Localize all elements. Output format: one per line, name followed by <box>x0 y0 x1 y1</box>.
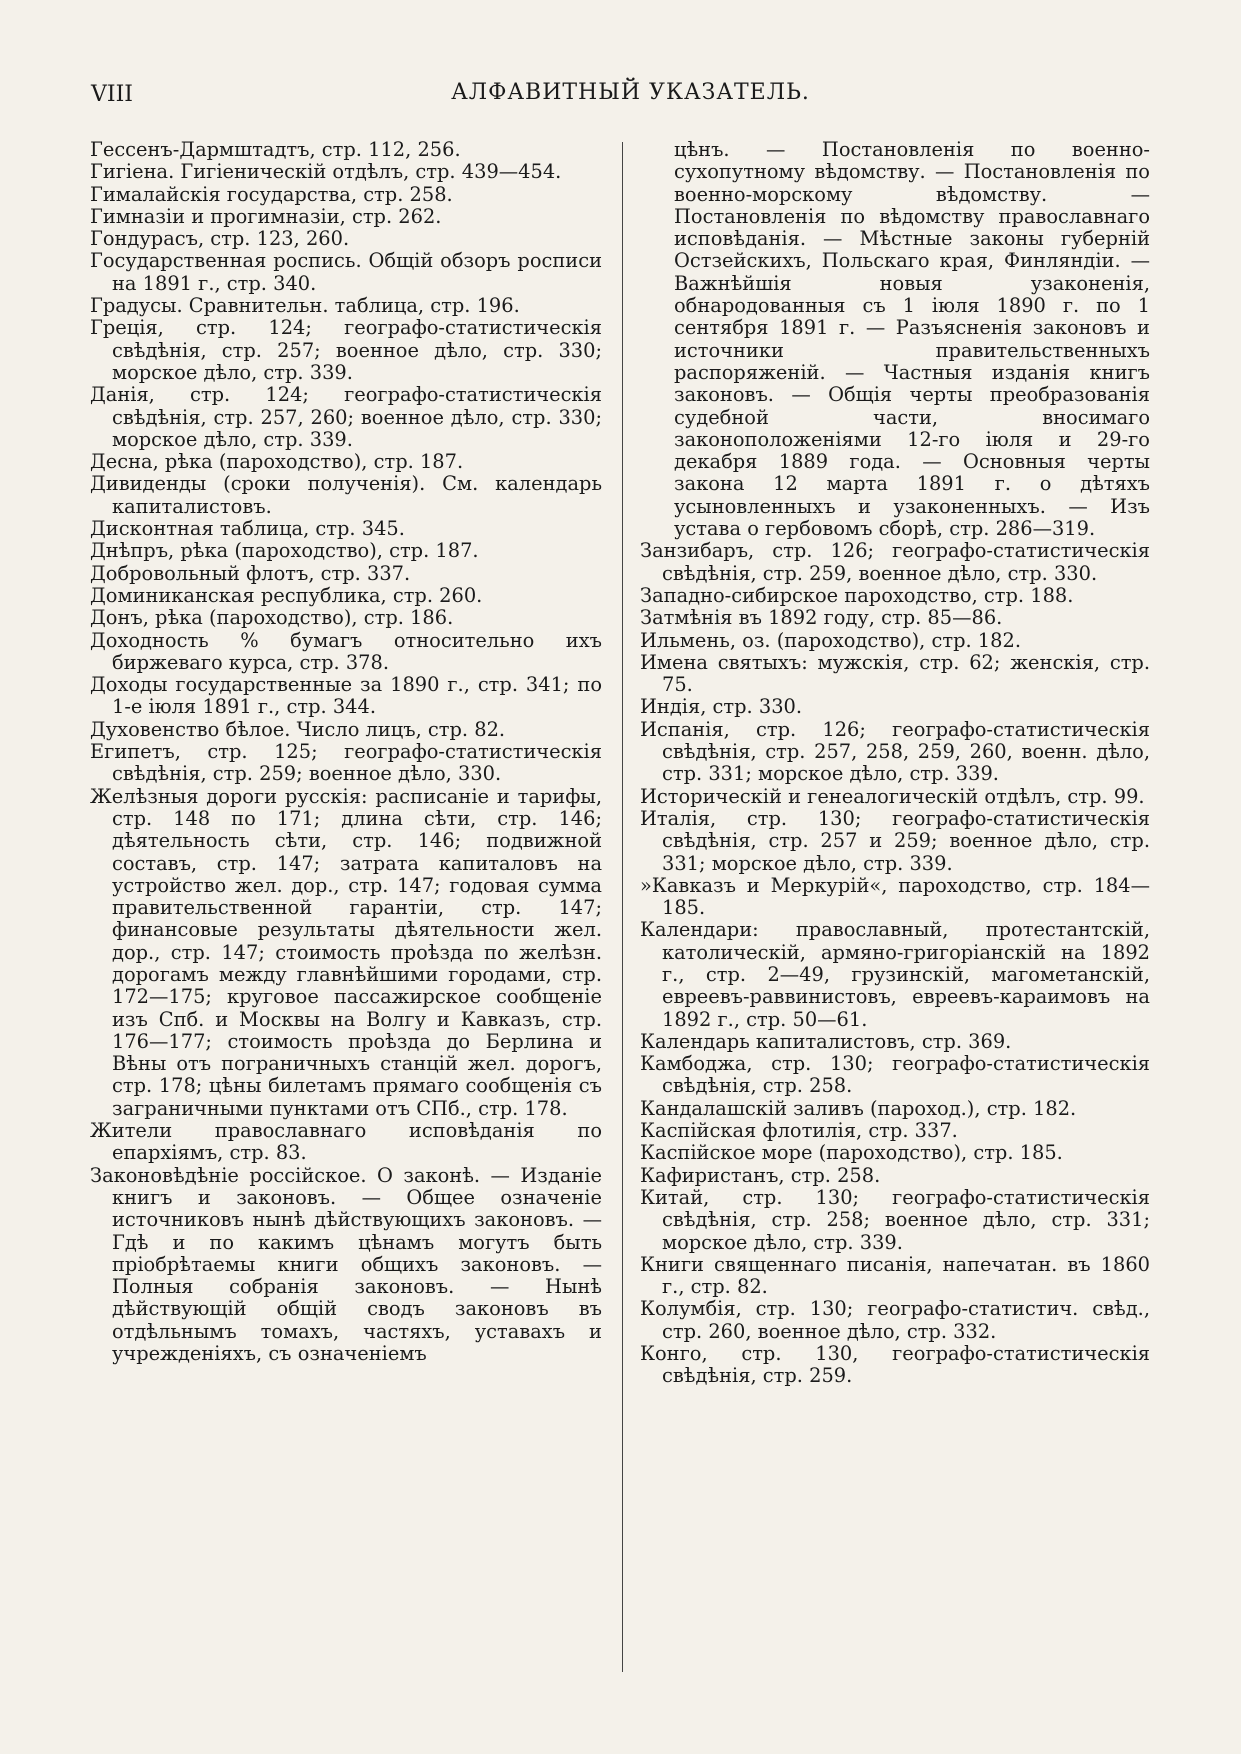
index-entry: Желѣзныя дороги русскія: расписаніе и тарифы, стр. 148 по 171; длина сѣти, стр. 146; дѣятельность сѣти, стр. 146; подвижной составъ, стр. 147; затрата капиталовъ на устройство жел. дор., стр. 147; годовая сумма правительственной гарантіи, стр. 147; финансовые результаты дѣятельности жел. дор., стр. 147; стоимость проѣзда по желѣзн. дорогамъ между главнѣйшими городами, стр. 172—175; круговое пассажирское сообщеніе изъ Спб. и Москвы на Волгу и Кавказъ, стр. 176—177; стоимость проѣзда до Берлина и Вѣны отъ пограничныхъ станцій жел. дорогъ, стр. 178; цѣны билетамъ прямаго сообщенія съ заграничными пунктами отъ СПб., стр. 178. <box>90 784 602 1120</box>
index-entry: Законовѣдѣніе россійское. О законѣ. — Изданіе книгъ и законовъ. — Общее означеніе источниковъ нынѣ дѣйствующихъ законовъ. — Гдѣ и по какимъ цѣнамъ могутъ быть пріобрѣтаемы книги общихъ законовъ. — Полныя собранія законовъ. — Нынѣ дѣйствующій общій сводъ законовъ въ отдѣльнымъ томахъ, частяхъ, уставахъ и учрежденіяхъ, съ означеніемъ <box>90 1163 602 1366</box>
index-entry: Днѣпръ, рѣка (пароходство), стр. 187. <box>90 539 479 563</box>
index-entry: Духовенство бѣлое. Число лицъ, стр. 82. <box>90 717 506 741</box>
index-entry: Донъ, рѣка (пароходство), стр. 186. <box>90 606 454 630</box>
index-entry: Имена святыхъ: мужскія, стр. 62; женскія, стр. 75. <box>640 650 1150 697</box>
index-entry: Кандалашскій заливъ (пароход.), стр. 182. <box>640 1096 1077 1120</box>
index-entry: Жители православнаго исповѣданія по епархіямъ, стр. 83. <box>90 1119 602 1165</box>
column-divider <box>622 142 623 1672</box>
index-entry: Календари: православный, протестантскій, католическій, армяно-григоріанскій на 1892 г., стр. 2—49, грузинскій, магометанскій, евреевъ-раввинистовъ, евреевъ-караимовъ на 1892 г., стр. 50—61. <box>640 918 1150 1031</box>
page-title: АЛФАВИТНЫЙ УКАЗАТЕЛЬ. <box>451 80 810 105</box>
index-entry: Испанія, стр. 126; географо-статистическія свѣдѣнія, стр. 257, 258, 259, 260, военн. дѣло, стр. 331; морское дѣло, стр. 339. <box>640 717 1150 786</box>
index-entry: Гессенъ-Дармштадтъ, стр. 112, 256. <box>90 138 461 161</box>
index-entry: Гондурасъ, стр. 123, 260. <box>90 227 350 251</box>
page-number: VIII <box>91 82 133 107</box>
right-column <box>640 139 1150 1388</box>
index-entry: Доминиканская республика, стр. 260. <box>90 583 483 607</box>
index-entry: Десна, рѣка (пароходство), стр. 187. <box>90 450 464 474</box>
left-column <box>90 139 602 1365</box>
index-entry: Календарь капиталистовъ, стр. 369. <box>640 1029 1012 1053</box>
index-entry: Доходы государственные за 1890 г., стр. 341; по 1-е іюля 1891 г., стр. 344. <box>90 673 602 719</box>
index-entry: Данія, стр. 124; географо-статистическія свѣдѣнія, стр. 257, 260; военное дѣло, стр. 330; морское дѣло, стр. 339. <box>90 383 602 451</box>
index-entry: Египетъ, стр. 125; географо-статистическія свѣдѣнія, стр. 259; военное дѣло, 330. <box>90 740 602 786</box>
index-entry: Кафиристанъ, стр. 258. <box>640 1163 881 1187</box>
index-entry: Затмѣнія въ 1892 году, стр. 85—86. <box>640 606 1003 630</box>
index-entry: Дивиденды (сроки полученія). См. календарь капиталистовъ. <box>90 472 602 518</box>
index-entry: Гимназіи и прогимназіи, стр. 262. <box>90 204 442 228</box>
index-entry: Дисконтная таблица, стр. 345. <box>90 517 405 541</box>
index-entry: Занзибаръ, стр. 126; географо-статистическія свѣдѣнія, стр. 259, военное дѣло, стр. 330. <box>640 539 1150 585</box>
index-entry: Китай, стр. 130; географо-статистическія свѣдѣнія, стр. 258; военное дѣло, стр. 331; морское дѣло, стр. 339. <box>640 1185 1150 1254</box>
index-entry: Италія, стр. 130; географо-статистическія свѣдѣнія, стр. 257 и 259; военное дѣло, стр. 331; морское дѣло, стр. 339. <box>640 806 1150 875</box>
index-entry: Добровольный флотъ, стр. 337. <box>90 561 411 585</box>
index-entry-continuation: цѣнъ. — Постановленія по военно-сухопутному вѣдомству. — Постановленія по военно-морскому вѣдомству. — Постановленія по вѣдомству православнаго исповѣданія. — Мѣстные законы губерній Остзейскихъ, Польскаго края, Финляндіи. — Важнѣйшія новыя узаконенія, обнародованныя съ 1 іюля 1890 г. по 1 сентября 1891 г. — Разъясненія законовъ и источники правительственныхъ распоряженій. — Частныя изданія книгъ законовъ. — Общія черты преобразованія судебной части, вносимаго законоположеніями 12-го іюля и 29-го декабря 1889 года. — Основныя черты закона 12 марта 1891 г. о дѣтяхъ усыновленныхъ и узаконенныхъ. — Изъ устава о гербовомъ сборѣ, стр. 286—319. <box>674 138 1150 541</box>
index-entry: Гигіена. Гигіеническій отдѣлъ, стр. 439—454. <box>90 160 562 184</box>
index-entry: Историческій и генеалогическій отдѣлъ, стр. 99. <box>640 784 1145 808</box>
index-entry: Градусы. Сравнительн. таблица, стр. 196. <box>90 294 520 318</box>
index-entry: Гималайскія государства, стр. 258. <box>90 182 453 206</box>
index-entry: Камбоджа, стр. 130; географо-статистическія свѣдѣнія, стр. 258. <box>640 1052 1150 1098</box>
index-entry: Колумбія, стр. 130; географо-статистич. свѣд., стр. 260, военное дѣло, стр. 332. <box>640 1297 1150 1343</box>
index-entry: Ильмень, оз. (пароходство), стр. 182. <box>640 628 1021 652</box>
index-entry: Книги священнаго писанія, напечатан. въ 1860 г., стр. 82. <box>640 1252 1150 1299</box>
index-entry: Доходность % бумагъ относительно ихъ биржеваго курса, стр. 378. <box>90 628 602 674</box>
index-entry: Западно-сибирское пароходство, стр. 188. <box>640 583 1074 607</box>
index-entry: »Кавказъ и Меркурій«, пароходство, стр. 184—185. <box>640 873 1150 920</box>
index-entry: Конго, стр. 130, географо-статистическія свѣдѣнія, стр. 259. <box>640 1342 1150 1388</box>
index-entry: Государственная роспись. Общій обзоръ росписи на 1891 г., стр. 340. <box>90 249 602 295</box>
index-entry: Каспійское море (пароходство), стр. 185. <box>640 1141 1063 1165</box>
index-entry: Греція, стр. 124; географо-статистическія свѣдѣнія, стр. 257; военное дѣло, стр. 330; морское дѣло, стр. 339. <box>90 316 602 384</box>
index-entry: Каспійская флотилія, стр. 337. <box>640 1119 958 1143</box>
index-entry: Индія, стр. 330. <box>640 695 803 719</box>
